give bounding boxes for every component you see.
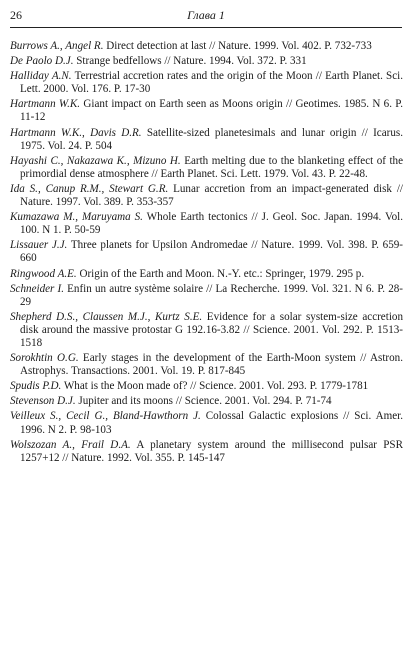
running-header [10, 5, 402, 28]
reference-text: Early stages in the development of the Earth-Moon system // Astron. Astrophys. Transactions. 2001. Vol. 19. P. 817-845 [20, 352, 403, 378]
reference-entry [10, 410, 403, 436]
reference-text: What is the Moon made of? // Science. 2001. Vol. 293. P. 1779-1781 [61, 380, 369, 393]
reference-text: Giant impact on Earth seen as Moons origin // Geotimes. 1985. N 6. P. 11-12 [20, 98, 403, 124]
reference-authors: Schneider I. [10, 282, 64, 295]
reference-entry [10, 439, 403, 465]
page-number: 26 [10, 8, 22, 22]
reference-authors: Spudis P.D. [10, 380, 62, 393]
reference-authors: Wolszozan A., Frail D.A. [10, 438, 131, 451]
reference-authors: Ringwood A.E. [10, 267, 77, 280]
reference-entry [10, 311, 403, 350]
reference-authors: Hartmann W.K., Davis D.R. [10, 126, 142, 139]
reference-text: Whole Earth tectonics // J. Geol. Soc. Japan. 1994. Vol. 100. N 1. P. 50-59 [20, 211, 403, 237]
reference-text: Strange bedfellows // Nature. 1994. Vol. 372. P. 331 [73, 55, 307, 68]
reference-authors: De Paolo D.J. [10, 55, 74, 68]
reference-authors: Kumazawa M., Maruyama S. [10, 211, 143, 224]
reference-authors: Burrows A., Angel R. [10, 40, 104, 52]
reference-text: Enfin un autre système solaire // La Recherche. 1999. Vol. 321. N 6. P. 28-29 [20, 282, 403, 308]
reference-text: Evidence for a solar system-size accretion disk around the massive protostar G 192.16-3.82 // Science. 2001. Vol. 292. P. 1513-1518 [20, 310, 403, 349]
reference-text: Satellite-sized planetesimals and lunar origin // Icarus. 1975. Vol. 24. P. 504 [20, 126, 403, 152]
reference-authors: Stevenson D.J. [10, 395, 76, 408]
reference-authors: Shepherd D.S., Claussen M.J., Kurtz S.E. [10, 310, 203, 323]
chapter-title: Глава 1 [187, 8, 225, 22]
reference-entry [10, 395, 403, 408]
reference-authors: Halliday A.N. [10, 70, 72, 83]
reference-entry [10, 70, 403, 96]
reference-entry [10, 98, 403, 124]
reference-entry [10, 55, 403, 68]
reference-authors: Hartmann W.K. [10, 98, 81, 111]
reference-entry [10, 127, 403, 153]
reference-text: Origin of the Earth and Moon. N.-Y. etc.: Springer, 1979. 295 p. [76, 267, 365, 280]
reference-authors: Sorokhtin O.G. [10, 352, 79, 365]
reference-entry [10, 40, 403, 53]
reference-entry [10, 239, 403, 265]
reference-text: Colossal Galactic explosions // Sci. Amer. 1996. N 2. P. 98-103 [20, 410, 403, 436]
reference-entry [10, 268, 403, 281]
reference-text: Lunar accretion from an impact-generated disk // Nature. 1997. Vol. 389. P. 353-357 [20, 182, 403, 209]
reference-list [10, 40, 403, 467]
reference-authors: Ida S., Canup R.M., Stewart G.R. [10, 182, 169, 195]
reference-text: Terrestrial accretion rates and the origin of the Moon // Earth Planet. Sci. Lett. 2000. Vol. 176. P. 17-30 [20, 70, 404, 96]
reference-entry [10, 380, 403, 393]
reference-text: A planetary system around the millisecond pulsar PSR 1257+12 // Nature. 1992. Vol. 355. P. 145-147 [20, 438, 403, 464]
reference-authors: Veilleux S., Cecil G., Bland-Hawthorn J. [10, 410, 201, 423]
reference-text: Jupiter and its moons // Science. 2001. Vol. 294. P. 71-74 [75, 395, 332, 408]
reference-text: Direct detection at last // Nature. 1999. Vol. 402. P. 732-733 [103, 40, 372, 52]
reference-entry [10, 155, 403, 181]
reference-entry [10, 183, 403, 209]
reference-text: Earth melting due to the blanketing effect of the primordial dense atmosphere // Earth Planet. Sci. Lett. 1979. Vol. 43. P. 22-48. [20, 154, 403, 180]
reference-entry [10, 283, 403, 309]
reference-authors: Lissauer J.J. [10, 239, 68, 252]
reference-entry [10, 211, 403, 237]
reference-entry [10, 352, 403, 378]
reference-text: Three planets for Upsilon Andromedae // Nature. 1999. Vol. 398. P. 659-660 [20, 239, 403, 265]
reference-authors: Hayashi C., Nakazawa K., Mizuno H. [10, 154, 181, 167]
